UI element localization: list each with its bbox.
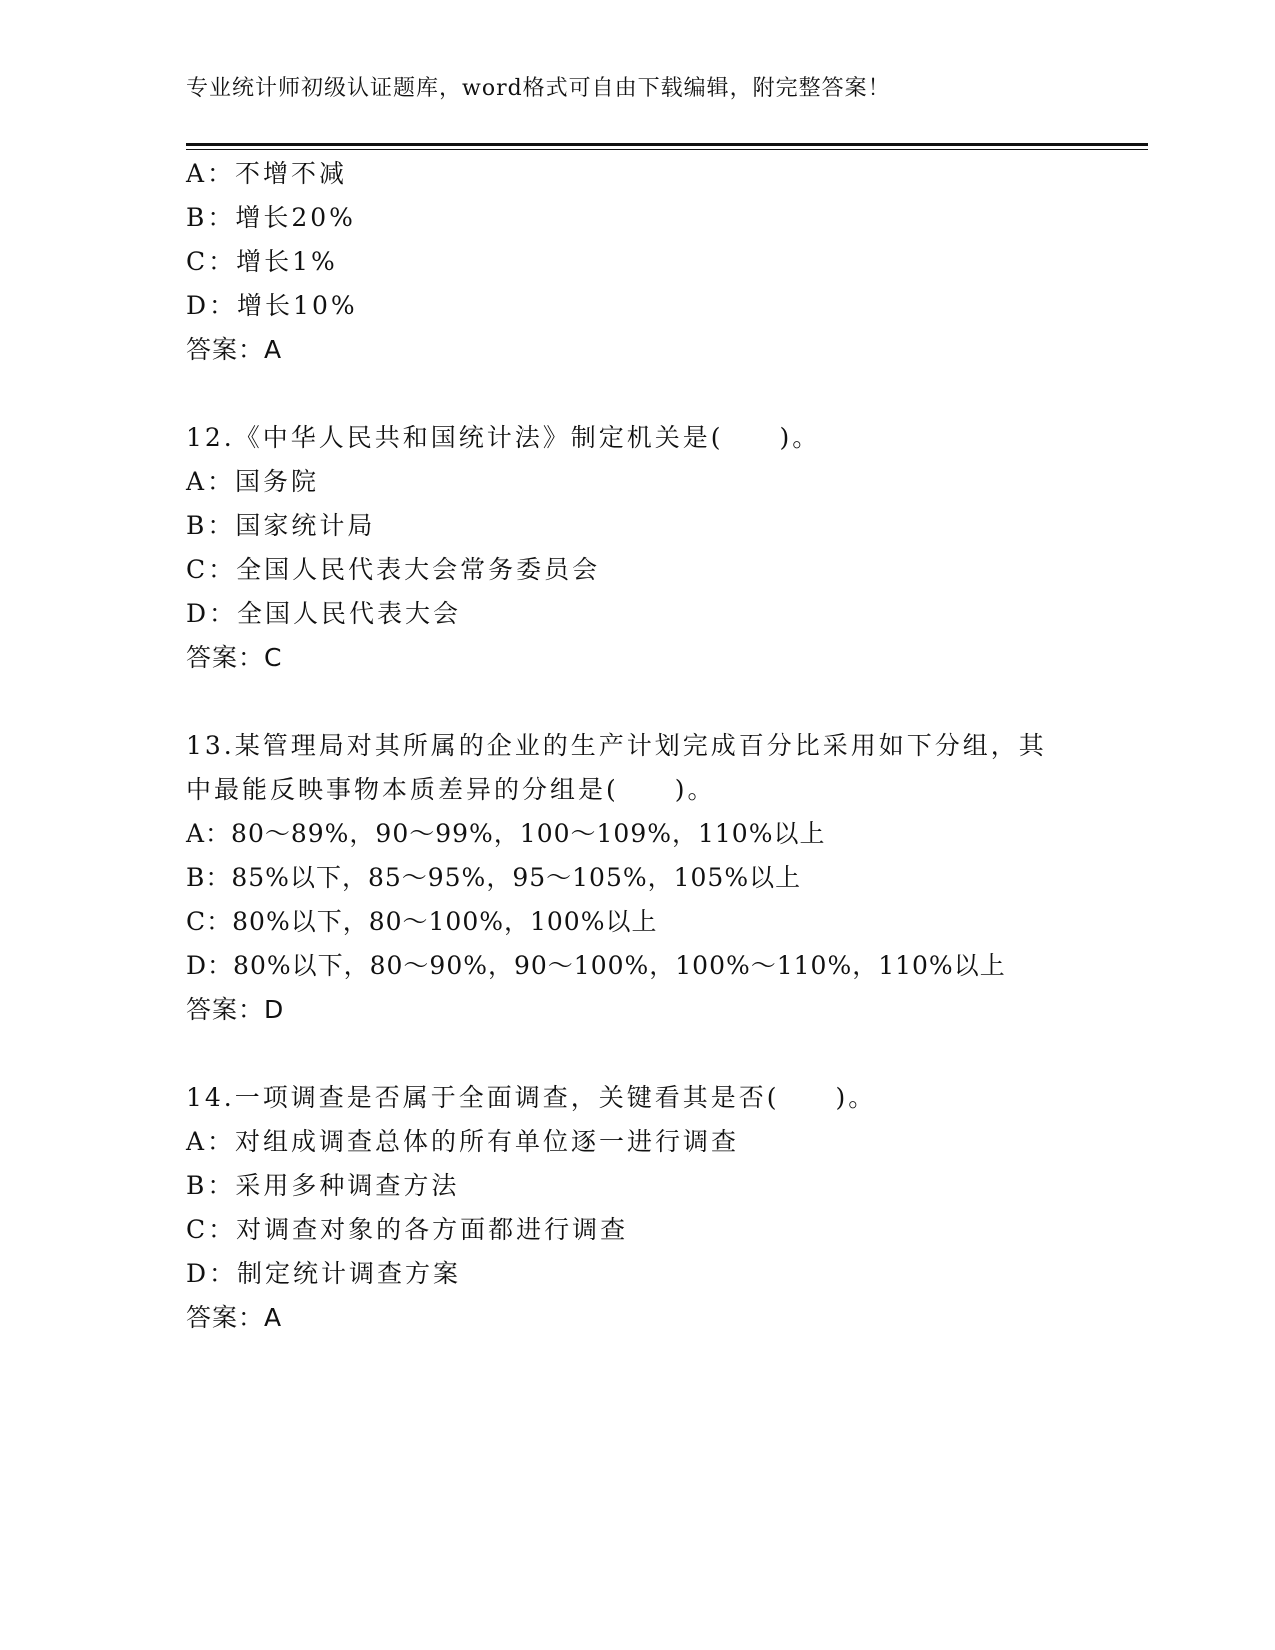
question-stem-line-1: 13.某管理局对其所属的企业的生产计划完成百分比采用如下分组，其 bbox=[186, 731, 1047, 760]
option-d: D：增长10% bbox=[186, 291, 358, 320]
option-a: A：80～89%，90～99%，100～109%，110%以上 bbox=[186, 819, 826, 848]
answer: 答案：C bbox=[186, 643, 283, 672]
option-c: C：80%以下，80～100%，100%以上 bbox=[186, 907, 658, 936]
option-b: B：国家统计局 bbox=[186, 511, 376, 540]
header-text: 专业统计师初级认证题库，word格式可自由下载编辑，附完整答案！ bbox=[186, 76, 891, 101]
option-d: D：全国人民代表大会 bbox=[186, 599, 462, 628]
header-rule-thin bbox=[186, 149, 1148, 150]
option-a: A：国务院 bbox=[186, 467, 320, 496]
option-a: A：不增不减 bbox=[186, 159, 348, 188]
option-c: C：全国人民代表大会常务委员会 bbox=[186, 555, 601, 584]
option-c: C：对调查对象的各方面都进行调查 bbox=[186, 1215, 629, 1244]
answer: 答案：D bbox=[186, 995, 285, 1024]
question-stem: 14.一项调查是否属于全面调查，关键看其是否( )。 bbox=[186, 1083, 877, 1112]
option-a: A：对组成调查总体的所有单位逐一进行调查 bbox=[186, 1127, 740, 1156]
option-b: B：增长20% bbox=[186, 203, 356, 232]
option-b: B：85%以下，85～95%，95～105%，105%以上 bbox=[186, 863, 802, 892]
option-c: C：增长1% bbox=[186, 247, 338, 276]
option-b: B：采用多种调查方法 bbox=[186, 1171, 460, 1200]
option-d: D：制定统计调查方案 bbox=[186, 1259, 462, 1288]
question-stem-line-2: 中最能反映事物本质差异的分组是( )。 bbox=[186, 775, 716, 804]
answer: 答案：A bbox=[186, 1303, 283, 1332]
question-stem: 12.《中华人民共和国统计法》制定机关是( )。 bbox=[186, 423, 821, 452]
answer: 答案：A bbox=[186, 335, 283, 364]
header-rule-thick bbox=[186, 143, 1148, 146]
option-d: D：80%以下，80～90%，90～100%，100%～110%，110%以上 bbox=[186, 951, 1006, 980]
